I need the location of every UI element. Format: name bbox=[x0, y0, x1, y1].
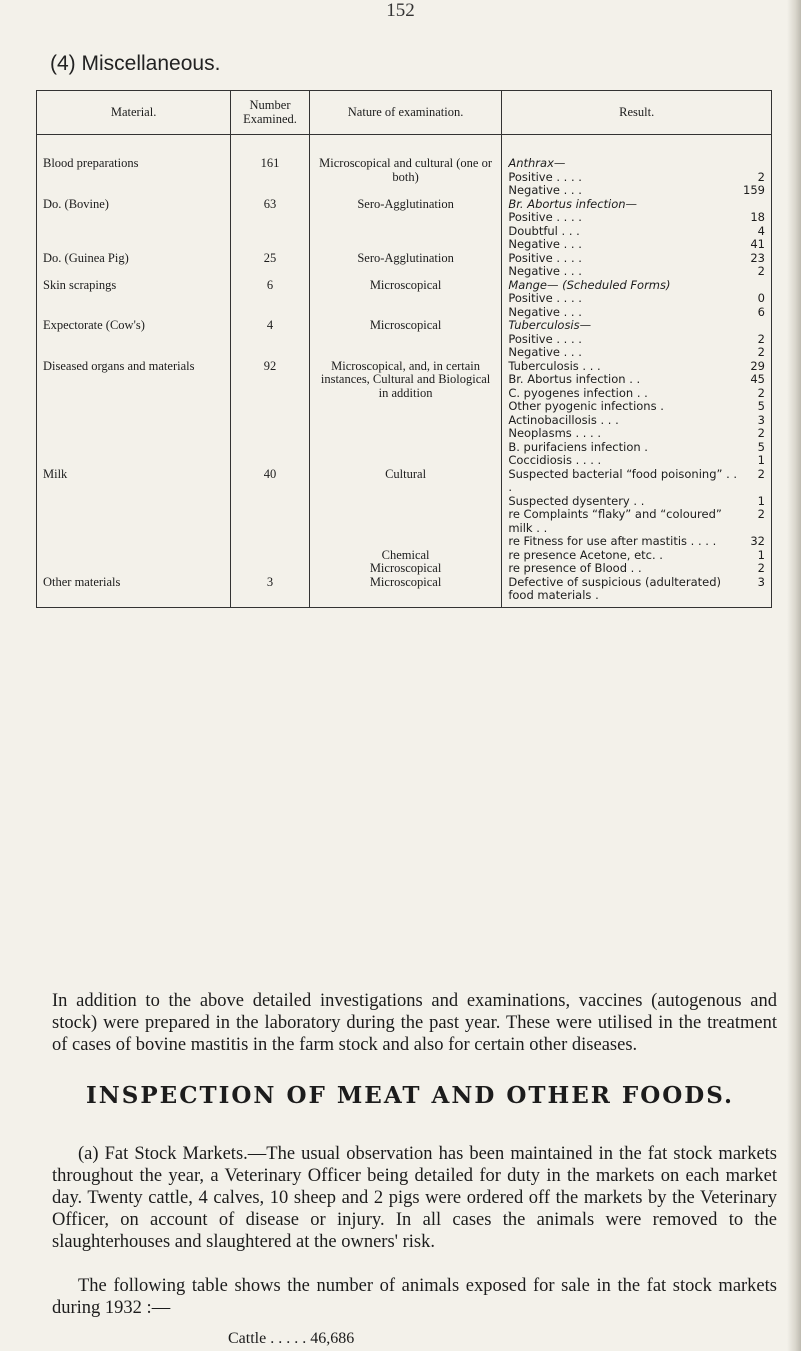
material-cell bbox=[37, 549, 231, 563]
nature-cell: Microscopical bbox=[309, 576, 502, 608]
section-heading: (4) Miscellaneous. bbox=[50, 52, 221, 75]
result-line bbox=[508, 468, 765, 495]
result-line bbox=[508, 292, 765, 306]
stock-first-line: Cattle . . . . . 46,686 bbox=[228, 1330, 355, 1347]
result-count: 5 bbox=[757, 399, 765, 413]
result-cell bbox=[502, 135, 772, 198]
result-cell bbox=[502, 279, 772, 320]
result-count: 18 bbox=[750, 210, 765, 224]
result-count: 2 bbox=[757, 507, 765, 521]
result-label: re presence Acetone, etc. . bbox=[508, 547, 663, 562]
result-label: Suspected dysentery . . bbox=[508, 493, 645, 508]
material-cell: Milk bbox=[37, 468, 231, 549]
page-number: 152 bbox=[386, 0, 415, 21]
result-count: 23 bbox=[750, 250, 765, 265]
nature-cell: Sero-Agglutination bbox=[309, 252, 502, 279]
examination-table bbox=[36, 90, 772, 608]
result-cell bbox=[502, 549, 772, 563]
result-heading: Tuberculosis— bbox=[508, 318, 592, 332]
result-label: Coccidiosis . . . . bbox=[508, 453, 602, 467]
result-count: 1 bbox=[757, 493, 765, 508]
result-heading: Mange— (Scheduled Forms) bbox=[508, 277, 671, 292]
header-result: Result. bbox=[502, 91, 772, 135]
result-line bbox=[508, 576, 765, 603]
result-line bbox=[508, 252, 765, 266]
result-label: Negative . . . bbox=[508, 304, 582, 319]
result-count: 2 bbox=[757, 466, 765, 481]
table-row bbox=[37, 549, 772, 563]
nature-cell: Cultural bbox=[309, 468, 502, 549]
result-heading: Br. Abortus infection— bbox=[508, 196, 638, 211]
header-material: Material. bbox=[37, 91, 231, 135]
number-cell: 25 bbox=[231, 252, 310, 279]
result-count: 4 bbox=[757, 223, 765, 238]
result-count: 1 bbox=[757, 453, 765, 467]
result-line bbox=[508, 184, 765, 198]
result-line bbox=[508, 333, 765, 347]
table-row bbox=[37, 576, 772, 608]
result-label: Defective of suspicious (adulterated) food materials . bbox=[508, 574, 722, 602]
result-cell bbox=[502, 562, 772, 576]
result-count: 32 bbox=[750, 534, 765, 548]
result-count: 2 bbox=[757, 331, 765, 346]
result-line bbox=[508, 427, 765, 441]
result-line bbox=[508, 211, 765, 225]
result-line bbox=[508, 306, 765, 320]
result-line bbox=[508, 360, 765, 374]
result-label: Actinobacillosis . . . bbox=[508, 412, 619, 427]
result-cell bbox=[502, 576, 772, 608]
nature-cell: Chemical bbox=[309, 549, 502, 563]
result-label: re presence of Blood . . bbox=[508, 561, 642, 575]
result-count: 2 bbox=[757, 561, 765, 575]
number-cell: 161 bbox=[231, 135, 310, 198]
table-row bbox=[37, 562, 772, 576]
nature-cell: Microscopical bbox=[309, 279, 502, 320]
result-line bbox=[508, 414, 765, 428]
result-label: Doubtful . . . bbox=[508, 223, 580, 238]
table-row bbox=[37, 135, 772, 198]
result-line bbox=[508, 373, 765, 387]
number-cell: 6 bbox=[231, 279, 310, 320]
result-count: 2 bbox=[757, 169, 765, 184]
result-count: 5 bbox=[757, 439, 765, 454]
result-heading: Anthrax— bbox=[508, 156, 566, 170]
result-line bbox=[508, 238, 765, 252]
result-count: 29 bbox=[750, 358, 765, 373]
result-label: Positive . . . . bbox=[508, 210, 582, 224]
result-label: Negative . . . bbox=[508, 264, 582, 278]
result-line bbox=[508, 454, 765, 468]
material-cell: Skin scrapings bbox=[37, 279, 231, 320]
result-line bbox=[508, 508, 765, 535]
material-cell: Diseased organs and materials bbox=[37, 360, 231, 468]
nature-cell: Microscopical bbox=[309, 319, 502, 360]
material-cell: Do. (Bovine) bbox=[37, 198, 231, 252]
result-cell bbox=[502, 198, 772, 252]
number-cell: 92 bbox=[231, 360, 310, 468]
result-label: Negative . . . bbox=[508, 345, 582, 359]
number-cell: 40 bbox=[231, 468, 310, 549]
result-count: 2 bbox=[757, 264, 765, 278]
fat-stock-paragraph: (a) Fat Stock Markets.—The usual observation has been maintained in the fat stock markets throughout the year, a Veterinary Officer being detailed for duty in the markets on each market day. Twenty cattle, 4 calves, 10 sheep and 2 pigs were ordered off the markets by the Veterinary Officer, on account of disease or injury. In all cases the animals were removed to the slaughterhouses and slaughtered at the owners' risk. bbox=[52, 1144, 777, 1252]
table-row bbox=[37, 252, 772, 279]
header-number-examined: Number Examined. bbox=[231, 91, 310, 135]
header-nature: Nature of examination. bbox=[309, 91, 502, 135]
result-count: 41 bbox=[750, 237, 765, 251]
result-count: 2 bbox=[757, 385, 765, 400]
sale-table-intro: The following table shows the number of animals exposed for sale in the fat stock markets during 1932 :— bbox=[52, 1276, 777, 1318]
result-count: 2 bbox=[757, 426, 765, 440]
result-line bbox=[508, 346, 765, 360]
result-count: 6 bbox=[757, 304, 765, 319]
nature-cell: Microscopical, and, in certain instances, Cultural and Biological in addition bbox=[309, 360, 502, 468]
result-label: Tuberculosis . . . bbox=[508, 358, 601, 373]
result-line bbox=[508, 387, 765, 401]
result-count: 1 bbox=[757, 547, 765, 562]
table-row bbox=[37, 279, 772, 320]
number-cell bbox=[231, 549, 310, 563]
nature-cell: Microscopical and cultural (one or both) bbox=[309, 135, 502, 198]
result-count: 3 bbox=[757, 574, 765, 589]
table-row bbox=[37, 198, 772, 252]
result-count: 0 bbox=[757, 291, 765, 305]
result-cell bbox=[502, 468, 772, 549]
vaccines-paragraph: In addition to the above detailed investigations and examinations, vaccines (autogenous and stock) were prepared in the laboratory during the past year. These were utilised in the treatment of cases of bovine mastitis in the farm stock and also for certain other diseases. bbox=[52, 991, 777, 1055]
result-line bbox=[508, 562, 765, 576]
result-count: 2 bbox=[757, 345, 765, 359]
result-line bbox=[508, 549, 765, 563]
result-label: Positive . . . . bbox=[508, 331, 582, 346]
result-count: 3 bbox=[757, 412, 765, 427]
result-label: B. purifaciens infection . bbox=[508, 439, 648, 454]
material-cell: Expectorate (Cow's) bbox=[37, 319, 231, 360]
table-row bbox=[37, 360, 772, 468]
result-label: Positive . . . . bbox=[508, 291, 582, 305]
result-cell bbox=[502, 360, 772, 468]
material-cell: Other materials bbox=[37, 576, 231, 608]
result-label: Br. Abortus infection . . bbox=[508, 372, 641, 386]
material-cell: Blood preparations bbox=[37, 135, 231, 198]
number-cell: 63 bbox=[231, 198, 310, 252]
nature-cell: Sero-Agglutination bbox=[309, 198, 502, 252]
result-line bbox=[508, 265, 765, 279]
result-line bbox=[508, 400, 765, 414]
result-line bbox=[508, 171, 765, 185]
table-row bbox=[37, 319, 772, 360]
meat-inspection-heading: INSPECTION OF MEAT AND OTHER FOODS. bbox=[86, 1082, 735, 1109]
result-count: 45 bbox=[750, 372, 765, 386]
result-line bbox=[508, 225, 765, 239]
result-label: Negative . . . bbox=[508, 237, 582, 251]
result-line bbox=[508, 535, 765, 549]
result-label: Other pyogenic infections . bbox=[508, 399, 664, 413]
result-label: Suspected bacterial “food poisoning” . . . bbox=[508, 466, 738, 494]
page-edge-shadow bbox=[787, 0, 801, 1351]
result-line bbox=[508, 495, 765, 509]
table-row bbox=[37, 468, 772, 549]
nature-cell: Microscopical bbox=[309, 562, 502, 576]
number-cell bbox=[231, 562, 310, 576]
result-label: re Complaints “flaky” and “coloured” milk . . bbox=[508, 507, 722, 535]
result-label: Neoplasms . . . . bbox=[508, 426, 602, 440]
result-cell bbox=[502, 252, 772, 279]
result-label: Positive . . . . bbox=[508, 250, 582, 265]
table-header-row bbox=[37, 91, 772, 135]
result-line bbox=[508, 441, 765, 455]
result-label: re Fitness for use after mastitis . . . . bbox=[508, 534, 717, 548]
number-cell: 4 bbox=[231, 319, 310, 360]
result-cell bbox=[502, 319, 772, 360]
table-body bbox=[37, 135, 772, 608]
material-cell: Do. (Guinea Pig) bbox=[37, 252, 231, 279]
result-count: 159 bbox=[743, 183, 765, 197]
number-cell: 3 bbox=[231, 576, 310, 608]
result-label: Negative . . . bbox=[508, 183, 582, 197]
result-label: Positive . . . . bbox=[508, 169, 582, 184]
result-label: C. pyogenes infection . . bbox=[508, 385, 648, 400]
material-cell bbox=[37, 562, 231, 576]
